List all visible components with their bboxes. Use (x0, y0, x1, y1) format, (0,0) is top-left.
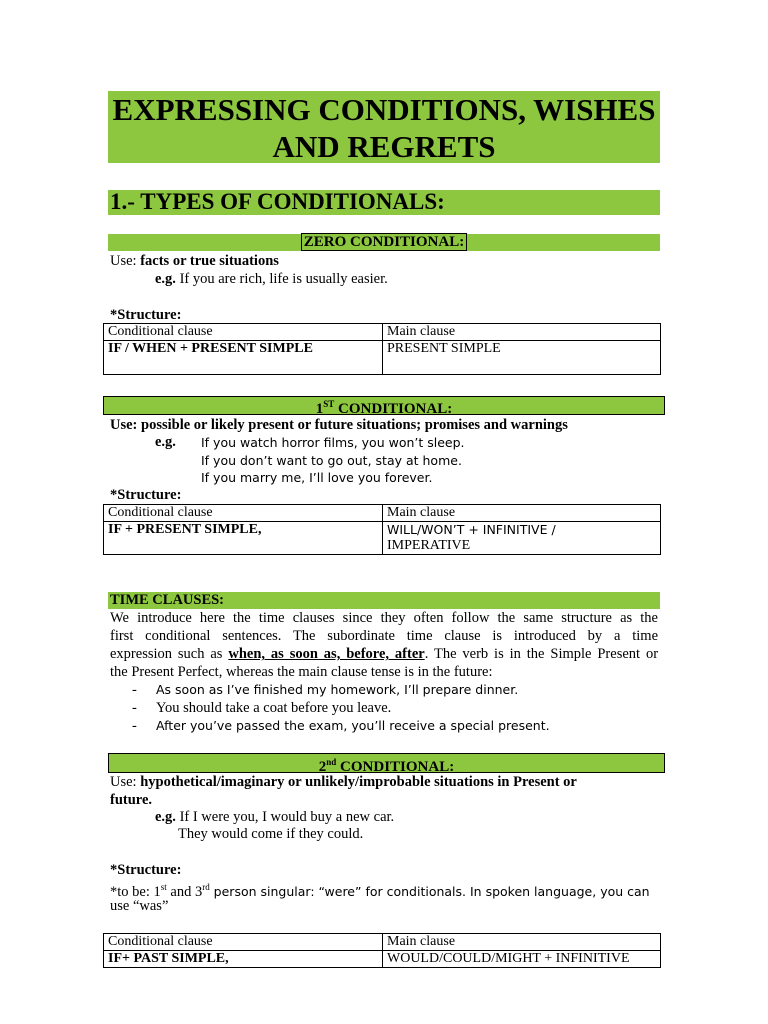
first-heading (103, 396, 665, 418)
second-structure-label: *Structure: (110, 862, 182, 878)
zero-heading (108, 234, 660, 251)
time-line-3c: . The verb is in the Simple Present or (424, 646, 659, 662)
second-eg-label: e.g. (155, 809, 176, 825)
time-paragraph (110, 609, 658, 681)
table-header-cell: Main clause (383, 934, 661, 951)
table-cell (383, 522, 661, 555)
zero-structure-label: *Structure: (110, 307, 182, 323)
zero-use-label: Use: (110, 253, 141, 269)
second-use-value: hypothetical/imaginary or unlikely/improbable situations in Present or (140, 774, 577, 790)
time-line-3a: expression such as (110, 646, 229, 662)
table-row (104, 522, 661, 555)
first-table-main-a: WILL/WON’T + INFINITIVE / (387, 522, 556, 537)
table-header-cell: Conditional clause (104, 324, 383, 341)
table-header-cell: Main clause (383, 505, 661, 522)
time-line-2: first conditional sentences. The subordinate time clause is introduced by a time (110, 628, 658, 644)
first-example-2: If you don’t want to go out, stay at home. (201, 453, 462, 468)
zero-example (155, 271, 388, 288)
note-part: and 3 (166, 883, 203, 900)
time-line-4: the Present Perfect, whereas the main clause tense is in the future: (110, 664, 493, 680)
second-heading-sup: nd (326, 757, 337, 767)
table-cell: PRESENT SIMPLE (383, 341, 661, 375)
list-item: - You should take a coat before you leave. (132, 700, 392, 716)
table-row (104, 934, 661, 951)
second-heading-rest: CONDITIONAL: (336, 759, 455, 775)
note-part: *to be: 1 (110, 883, 161, 900)
second-heading-label (319, 759, 454, 775)
table-row (104, 341, 661, 375)
table-cell: IF / WHEN + PRESENT SIMPLE (104, 341, 383, 375)
first-example-1: If you watch horror films, you won’t sleep. (201, 435, 465, 450)
second-heading (108, 754, 665, 776)
zero-use (110, 253, 279, 270)
time-expressions: when, as soon as, before, after (228, 646, 425, 662)
zero-eg-text: If you are rich, life is usually easier. (175, 271, 388, 287)
second-heading-num: 2 (318, 759, 327, 775)
second-eg-text-1: If I were you, I would buy a new car. (175, 809, 395, 825)
table-row (104, 505, 661, 522)
first-structure-table (103, 504, 661, 555)
second-use (110, 774, 577, 791)
second-note (110, 879, 650, 901)
table-row (104, 951, 661, 968)
time-line-1: We introduce here the time clauses since they often follow the same structure as the (110, 610, 658, 626)
time-heading: TIME CLAUSES: (110, 592, 225, 608)
list-item: - After you’ve passed the exam, you’ll receive a special present. (132, 718, 550, 734)
first-table-main-b: IMPERATIVE (387, 538, 471, 553)
zero-structure-table (103, 323, 661, 375)
list-item: - As soon as I’ve finished my homework, I’ll prepare dinner. (132, 682, 519, 698)
second-example (155, 809, 394, 826)
document-title (108, 91, 660, 165)
time-line-3 (110, 645, 658, 663)
note-sup: st (160, 882, 167, 892)
zero-eg-label: e.g. (155, 271, 176, 287)
note-part: person singular: “were” for conditionals. In spoken language, you can (209, 883, 650, 899)
time-bullet-list (132, 681, 550, 735)
first-example-3: If you marry me, I’ll love you forever. (201, 470, 433, 485)
second-note-cont: use “was” (110, 898, 169, 914)
table-header-cell: Main clause (383, 324, 661, 341)
zero-heading-label: ZERO CONDITIONAL: (301, 233, 467, 251)
zero-use-value: facts or true situations (140, 253, 279, 269)
list-item-text: You should take a coat before you leave. (156, 700, 392, 716)
table-row (104, 324, 661, 341)
table-header-cell: Conditional clause (104, 934, 383, 951)
table-header-cell: Conditional clause (104, 505, 383, 522)
second-use-cont: future. (110, 792, 153, 808)
first-structure-label: *Structure: (110, 487, 182, 503)
first-heading-sup: ST (323, 399, 335, 409)
table-cell: WOULD/COULD/MIGHT + INFINITIVE (383, 951, 661, 968)
list-item-text: After you’ve passed the exam, you’ll receive a special present. (156, 718, 550, 733)
table-cell: IF + PRESENT SIMPLE, (104, 522, 383, 555)
list-item-text: As soon as I’ve finished my homework, I’ll prepare dinner. (156, 682, 519, 697)
second-structure-table (103, 933, 661, 968)
second-use-label: Use: (110, 774, 141, 790)
first-use: Use: possible or likely present or future situations; promises and warnings (110, 417, 568, 433)
second-example-2: They would come if they could. (178, 826, 364, 842)
first-heading-num: 1 (315, 401, 324, 417)
section-heading: 1.- TYPES OF CONDITIONALS: (110, 189, 445, 214)
title-line-1: EXPRESSING CONDITIONS, WISHES (112, 92, 656, 127)
note-sup: rd (202, 882, 210, 892)
table-cell: IF+ PAST SIMPLE, (104, 951, 383, 968)
first-heading-rest: CONDITIONAL: (334, 401, 453, 417)
title-line-2: AND REGRETS (272, 129, 496, 164)
first-eg-label: e.g. (155, 434, 176, 450)
